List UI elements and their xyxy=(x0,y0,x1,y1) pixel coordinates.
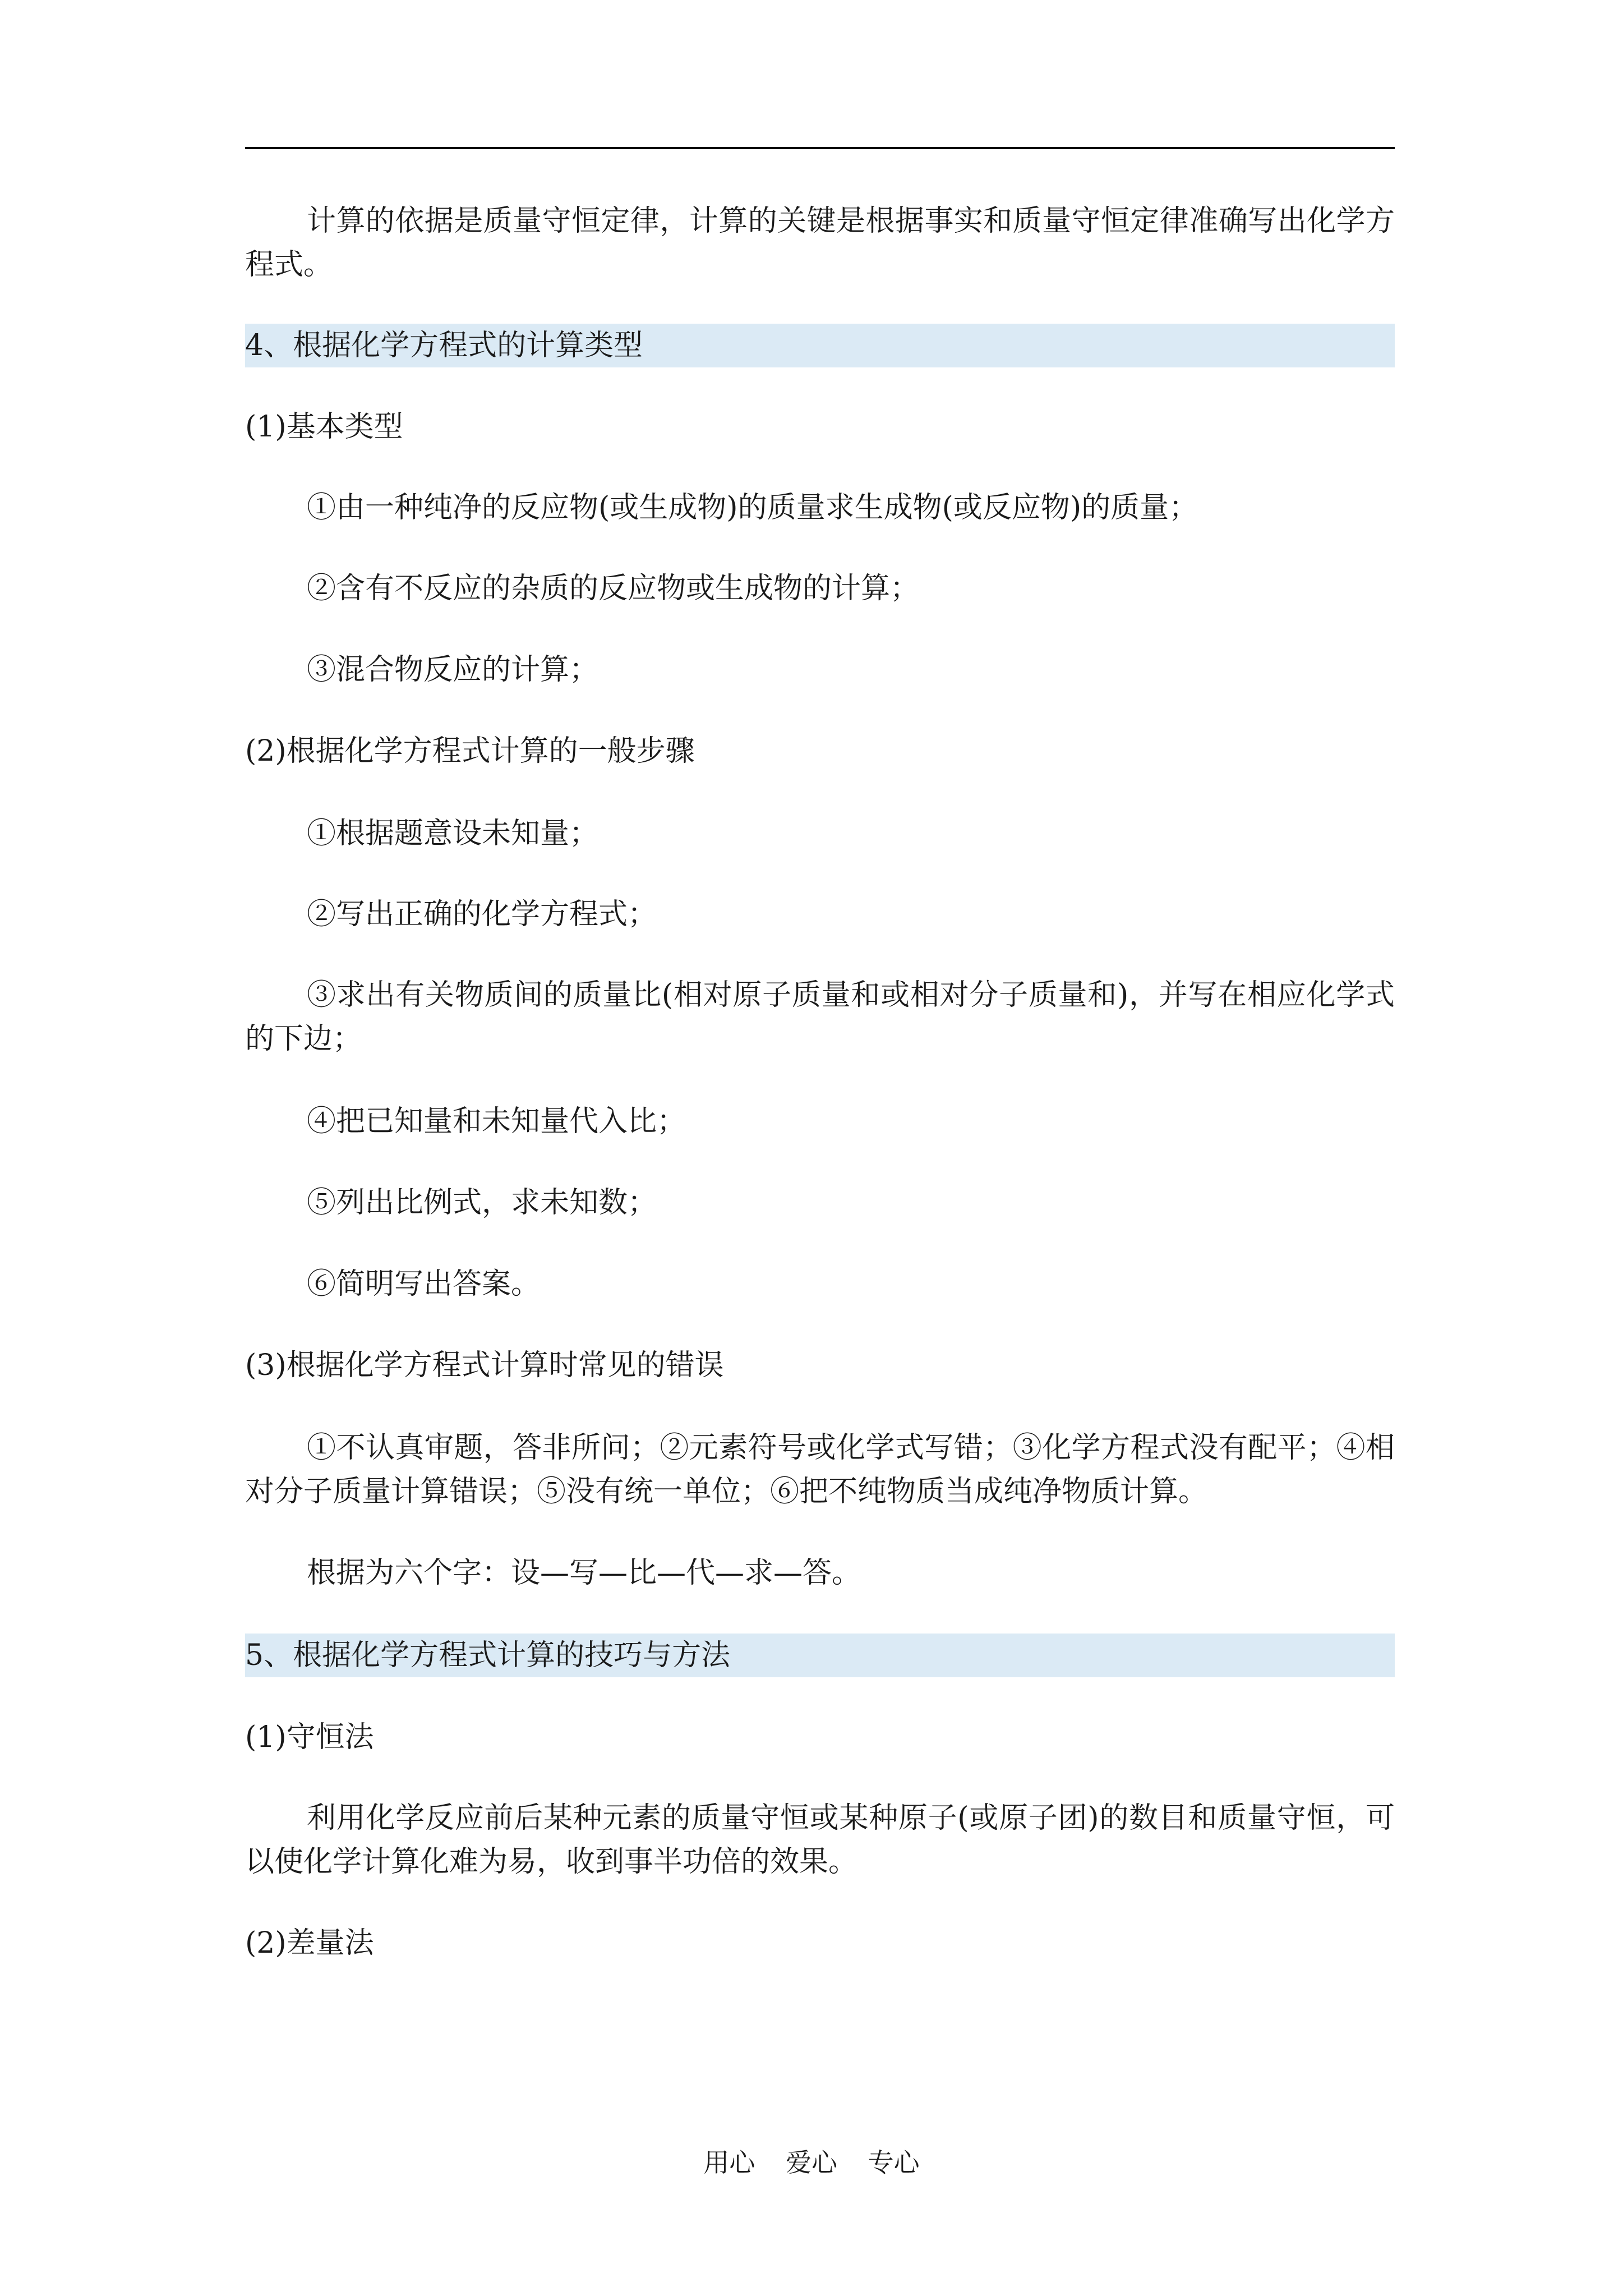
basic-type-item-2: ②含有不反应的杂质的反应物或生成物的计算； xyxy=(307,572,920,605)
basic-type-item-1: ①由一种纯净的反应物(或生成物)的质量求生成物(或反应物)的质量； xyxy=(307,491,1198,524)
header-rule xyxy=(245,147,1395,149)
errors-paragraph: ①不认真审题，答非所问；②元素符号或化学式写错；③化学方程式没有配平；④相对分子质量计算错误；⑤没有统一单位；⑥把不纯物质当成纯净物质计算。 xyxy=(245,1431,1395,1508)
steps-title: (2)根据化学方程式计算的一般步骤 xyxy=(245,734,695,768)
section-4-heading: 4、根据化学方程式的计算类型 xyxy=(245,324,1395,367)
step-item-5: ⑤列出比例式，求未知数； xyxy=(307,1186,657,1220)
conservation-method-title: (1)守恒法 xyxy=(245,1720,374,1754)
conservation-method-paragraph: 利用化学反应前后某种元素的质量守恒或某种原子(或原子团)的数目和质量守恒，可以使化学计算化难为易，收到事半功倍的效果。 xyxy=(245,1801,1395,1879)
basic-type-item-3: ③混合物反应的计算； xyxy=(307,653,599,687)
page-footer: 用心 爱心 专心 xyxy=(703,2147,920,2178)
step-item-3: ③求出有关物质间的质量比(相对原子质量和或相对分子质量和)，并写在相应化学式的下边； xyxy=(245,978,1395,1056)
section-5-heading: 5、根据化学方程式计算的技巧与方法 xyxy=(245,1634,1395,1677)
step-item-2: ②写出正确的化学方程式； xyxy=(307,898,657,931)
summary-line: 根据为六个字：设—写—比—代—求—答。 xyxy=(307,1556,861,1590)
difference-method-title: (2)差量法 xyxy=(245,1926,374,1960)
step-item-6: ⑥简明写出答案。 xyxy=(307,1267,541,1301)
intro-paragraph: 计算的依据是质量守恒定律，计算的关键是根据事实和质量守恒定律准确写出化学方程式。 xyxy=(245,204,1395,282)
step-item-1: ①根据题意设未知量； xyxy=(307,817,599,850)
errors-title: (3)根据化学方程式计算时常见的错误 xyxy=(245,1349,724,1382)
basic-types-title: (1)基本类型 xyxy=(245,410,403,444)
step-item-4: ④把已知量和未知量代入比； xyxy=(307,1105,686,1138)
